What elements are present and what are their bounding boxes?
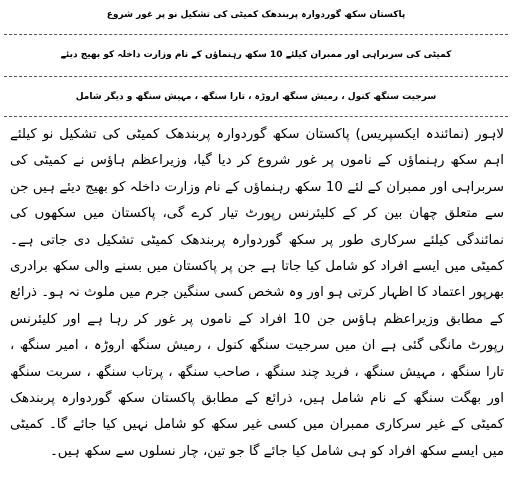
headline-divider [4,116,508,117]
sub-headline: کمیٹی کی سربراہی اور ممبران کیلئے 10 سکھ رہنماؤں کے نام وزارت داخلہ کو بھیج دیئے [60,50,452,60]
article-body: لاہور (نمائندہ ایکسپریس) پاکستان سکھ گوردوارہ پربندھک کمیٹی کی تشکیل نو کیلئے اہم سکھ رہنماؤں کے ناموں پر غور شروع کر دیا گیا، وزیراعظم ہاؤس نے کمیٹی کی سربراہی اور ممبران کے لئے 10 سکھ رہنماؤں کے نام وزارت داخلہ کو بھیج دیئے ہیں جن سے متعلق چھان بین کر کے کلیئرنس رپورٹ تیار کرے گی، پاکستان میں سکھوں کی نمائندگی کیلئے سرکاری طور پر سکھ گوردوارہ پربندھک کمیٹی تشکیل دی جاتی ہے۔ کمیٹی میں ایسے افراد کو شامل کیا جاتا ہے جن پر پاکستان میں بسنے والی سکھ برادری بھرپور اعتماد کا اظہار کرتی ہو اور وہ شخص کسی سنگین جرم میں ملوث نہ ہو۔ ذرائع کے مطابق وزیراعظم ہاؤس جن 10 افراد کے ناموں پر غور کر رہا ہے اور کلیئرنس رپورٹ مانگی گئی ہے ان میں سرجیت سنگھ کنول ، رمیش سنگھ اروڑہ ، امیر سنگھ ، تارا سنگھ ، مہیش سنگھ ، فرید چند سنگھ ، صاحب سنگھ ، پرتاب سنگھ ، سربت سنگھ اور بھگت سنگھ کے نام شامل ہیں، ذرائع کے مطابق پاکستان سکھ گوردوارہ پربندھک کمیٹی کے غیر سرکاری ممبران میں کسی غیر سکھ کو شامل نہیں کیا جائے گا۔ کمیٹی میں ایسے سکھ افراد کو ہی شامل کیا جائے گا جو تین، چار نسلوں سے سکھ ہیں۔ [10,127,504,459]
main-headline: پاکستان سکھ گوردوارہ پربندھک کمیٹی کی تشکیل نو پر غور شروع [106,10,406,20]
headline-divider [4,76,508,77]
headline-divider [4,34,508,35]
names-headline: سرجیت سنگھ کنول ، رمیش سنگھ اروڑہ ، تارا سنگھ ، مہیش سنگھ و دیگر شامل [75,92,437,102]
